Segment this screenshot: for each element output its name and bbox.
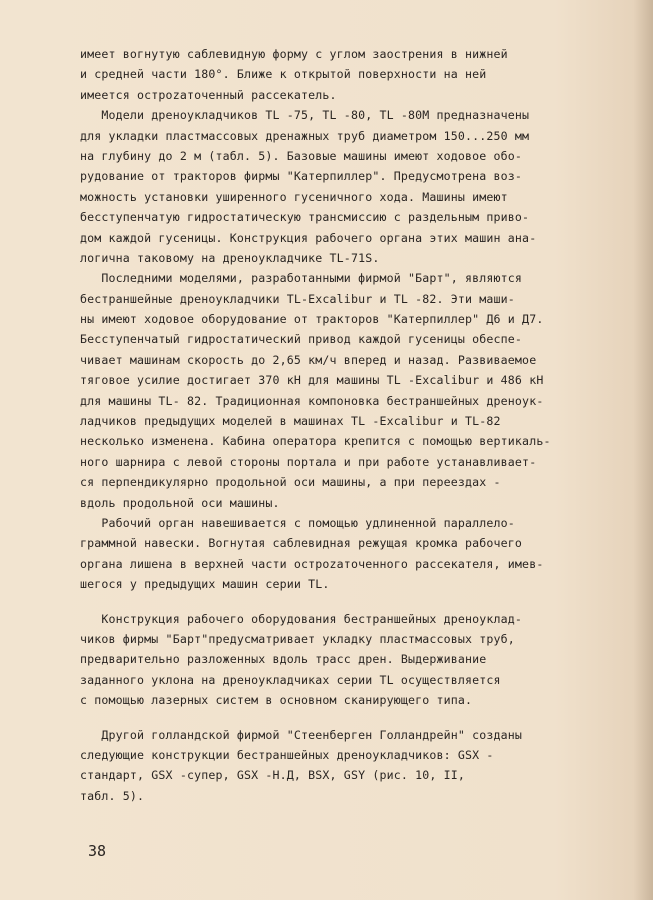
text-line: рудование от тракторов фирмы "Катерпиллер". Предусмотрена воз- — [80, 169, 523, 184]
body-text — [80, 44, 620, 806]
text-line: несколько изменена. Кабина оператора крепится с помощью вертикаль- — [80, 434, 551, 449]
text-line: можность установки уширенного гусеничного хода. Машины имеют — [80, 189, 508, 204]
text-line: шегося у предыдущих машин серии TL. — [80, 577, 330, 592]
text-line: бесступенчатую гидростатическую трансмиссию с раздельным приво- — [80, 210, 530, 225]
text-line: ны имеют ходовое оборудование от тракторов "Катерпиллер" Д6 и Д7. — [80, 312, 544, 327]
paragraph-gap — [80, 711, 620, 725]
text-line: на глубину до 2 м (табл. 5). Базовые машины имеют ходовое обо- — [80, 148, 523, 163]
text-line: имеет вогнутую саблевидную форму с углом заострения в нижней — [80, 47, 508, 61]
text-line: предварительно разложенных вдоль трасс дрен. Выдерживание — [80, 652, 487, 667]
text-line: чиков фирмы "Барт"предусматривает укладку пластмассовых труб, — [80, 631, 515, 646]
text-line: Конструкция рабочего оборудования бестраншейных дреноуклад- — [80, 611, 523, 626]
text-line: ного шарнира с левой стороны портала и при работе устанавливает- — [80, 454, 537, 469]
text-line: Другой голландской фирмой "Стеенберген Голландрейн" созданы — [80, 727, 523, 742]
text-line: граммной навески. Вогнутая саблевидная режущая кромка рабочего — [80, 536, 523, 551]
text-line: и средней части 180°. Ближе к открытой поверхности на ней — [80, 67, 487, 82]
text-line: Последними моделями, разработанными фирмой "Барт", являются — [80, 271, 523, 286]
text-line: бестраншейные дреноукладчики TL-Excalibur и TL -82. Эти маши- — [80, 291, 515, 306]
text-line: дом каждой гусеницы. Конструкция рабочего органа этих машин ана- — [80, 230, 537, 245]
text-line: имеется остроzаточенный рассекатель. — [80, 87, 337, 102]
text-line: табл. 5). — [80, 788, 145, 803]
text-line: вдоль продольной оси машины. — [80, 495, 280, 510]
text-line: логична таковому на дреноукладчике TL-71S. — [80, 250, 380, 265]
text-line: с помощью лазерных систем в основном сканирующего типа. — [80, 693, 473, 708]
text-line: ладчиков предыдущих моделей в машинах TL -Excalibur и TL-82 — [80, 414, 501, 429]
text-line: Модели дреноукладчиков TL -75, TL -80, TL -80M предназначены — [80, 108, 530, 123]
text-line: для укладки пластмассовых дренажных труб диаметром 150...250 мм — [80, 128, 530, 143]
text-line: следующие конструкции бестраншейных дреноукладчиков: GSX - — [80, 747, 494, 762]
paragraph-gap — [80, 595, 620, 609]
text-line: тяговое усилие достигает 370 кН для машины TL -Excalibur и 486 кН — [80, 373, 544, 388]
text-line: чивает машинам скорость до 2,65 км/ч вперед и назад. Развиваемое — [80, 352, 537, 367]
page-number: 38 — [88, 842, 107, 860]
text-line: Рабочий орган навешивается с помощью удлиненной параллело- — [80, 515, 515, 530]
text-line: Бесступенчатый гидростатический привод каждой гусеницы обеспе- — [80, 332, 523, 347]
text-line: стандарт, GSX -супер, GSX -Н.Д, BSX, GSY (рис. 10, II, — [80, 768, 466, 783]
text-line: заданного уклона на дреноукладчиках серии TL осуществляется — [80, 672, 501, 687]
text-line: органа лишена в верхней части остроzаточенного рассекателя, имев- — [80, 556, 544, 571]
text-line: ся перпендикулярно продольной оси машины, а при переездах - — [80, 475, 501, 490]
text-line: для машины TL- 82. Традиционная компоновка бестраншейных дреноук- — [80, 393, 544, 408]
